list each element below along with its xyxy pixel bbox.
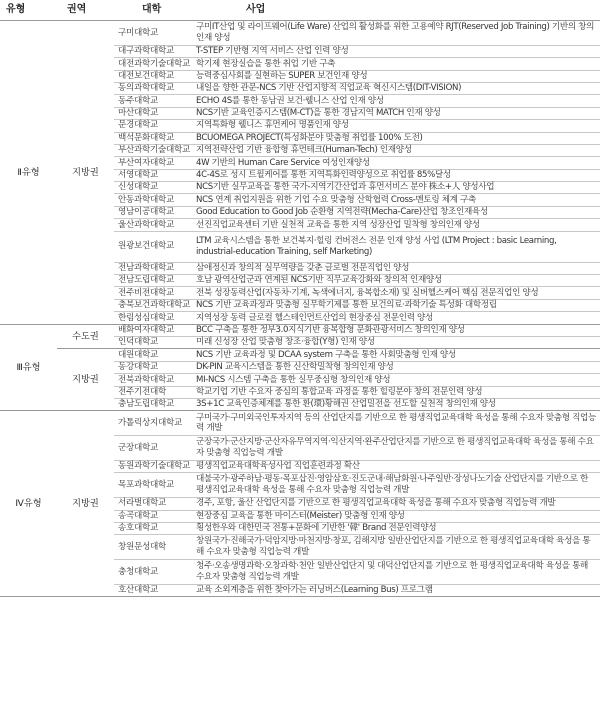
table-row <box>0 411 600 436</box>
project-cell: 현장중심 교육을 통한 마이스터(Meister) 맞춤형 인재 양성 <box>192 510 600 522</box>
university-cell: 전주비전대학교 <box>114 287 192 299</box>
project-cell: 내일을 향한 관문-NCS 기반 산업지향적 직업교육 혁신시스템(DIT-VISION) <box>192 82 600 94</box>
project-cell: 지역성장 동력 글로컬 헬스테인먼트산업의 현장중심 전문인력 양성 <box>192 312 600 324</box>
university-cell: 영남이공대학교 <box>114 206 192 218</box>
project-cell: 4W 기반의 Human Care Service 여성인재양성 <box>192 157 600 169</box>
university-cell: 문경대학교 <box>114 120 192 132</box>
university-cell: 송곡대학교 <box>114 510 192 522</box>
university-cell: 충청대학교 <box>114 560 192 585</box>
project-cell: Good Education to Good Job 순환형 지역전략(Mecha-Care)산업 창조인재육성 <box>192 206 600 218</box>
region-cell: 지방권 <box>57 349 114 411</box>
university-cell: 충남도립대학교 <box>114 398 192 410</box>
project-cell: 삼애정신과 창의적 실무역량을 갖춘 글로벌 전문직업인 양성 <box>192 262 600 274</box>
university-cell: 인덕대학교 <box>114 337 192 349</box>
university-cell: 대구과학대학교 <box>114 45 192 57</box>
project-cell: 지역전략산업 기반 융합형 휴먼테크(Human-Tech) 인재양성 <box>192 144 600 156</box>
project-cell: 군장국가·군산지방·군산자유무역지역·익산지역·완주산업단지를 기반으로 한 평생직업교육대학 육성을 통해 수요자 맞춤형 직업능력 개발 <box>192 436 600 461</box>
type-cell: Ⅲ유형 <box>0 324 57 411</box>
university-cell: 전북과학대학교 <box>114 374 192 386</box>
university-cell: 가톨릭상지대학교 <box>114 411 192 436</box>
type-cell: Ⅱ유형 <box>0 21 57 325</box>
university-cell: 부산여자대학교 <box>114 157 192 169</box>
university-cell: 울산과학대학교 <box>114 219 192 231</box>
project-cell: 능력중심사회를 실현하는 SUPER 보건인재 양성 <box>192 70 600 82</box>
project-cell: 호남 광역산업군과 연계된 NCS기반 직무교육강화와 창의적 인재양성 <box>192 275 600 287</box>
project-cell: 평생직업교육대학육성사업 직업훈련과정 확산 <box>192 460 600 472</box>
project-cell: LTM 교육시스템을 통한 보건복지·힐링 컨버전스 전문 인재 양성 사업 (LTM Project : basic Learning, industrial-education Training, self Marketing) <box>192 231 600 262</box>
project-cell: NCS 기반 교육과정 및 DCAA system 구축을 통한 사회맞춤형 인재 양성 <box>192 349 600 361</box>
university-cell: 동강대학교 <box>114 361 192 373</box>
university-cell: 대전과학기술대학교 <box>114 58 192 70</box>
table-row <box>0 21 600 46</box>
university-cell: 전남과학대학교 <box>114 262 192 274</box>
project-cell: DK-PIN 교육시스템을 통한 신산학밀착형 창의인재 양성 <box>192 361 600 373</box>
university-cell: 전남도립대학교 <box>114 275 192 287</box>
university-cell: 대원대학교 <box>114 349 192 361</box>
region-cell: 지방권 <box>57 21 114 325</box>
project-cell: NCS기반 실무교육을 통한 국가-지역기간산업과 휴먼서비스 분야 株소+人 양성사업 <box>192 182 600 194</box>
header-region: 권역 <box>57 0 114 21</box>
project-cell: T-STEP 기반형 지역 서비스 산업 인력 양성 <box>192 45 600 57</box>
table-body <box>0 21 600 597</box>
university-cell: 전주기전대학 <box>114 386 192 398</box>
table-row <box>0 349 600 361</box>
project-cell: 창원국가·진해국가·덕암지방·마천지방·창포, 김해지방 일반산업단지를 기반으로 한 평생직업교육대학 육성을 통해 수요자 맞춤형 직업능력 개발 <box>192 535 600 560</box>
university-cell: 서라벌대학교 <box>114 498 192 510</box>
project-cell: 3S+1C 교육인증체계를 통한 환(環)황해권 산업밀전을 선도할 실천적 창의인재 양성 <box>192 398 600 410</box>
university-cell: 동원과학기술대학교 <box>114 460 192 472</box>
university-cell: 동의과학대학교 <box>114 82 192 94</box>
project-cell: ECHO 4S를 통한 동남권 보건·웰니스 산업 인재 양성 <box>192 95 600 107</box>
header-project: 사업 <box>192 0 600 21</box>
university-cell: 구미대학교 <box>114 21 192 46</box>
project-cell: NCS 연계 취업지원을 위한 기업 수요 맞춤형 산학협력 Cross-멘토링 체계 구축 <box>192 194 600 206</box>
type-cell: Ⅳ유형 <box>0 411 57 597</box>
project-cell: 학기제 현장실습을 통한 취업 기반 구축 <box>192 58 600 70</box>
project-cell: 대불국가·광주하남·평동·목포삽진·영암삼호·진도군내·해남화원·나주일반·장성나노기술 산업단지를 기반으로 한 평생직업교육대학 육성을 통해 수요자 맞춤형 직업능력 개발 <box>192 473 600 498</box>
university-cell: 호산대학교 <box>114 584 192 596</box>
university-cell: 목포과학대학교 <box>114 473 192 498</box>
project-cell: NCS기반 교육인증시스템(M-CT)을 통한 경남지역 MATCH 인재 양성 <box>192 107 600 119</box>
project-cell: 교육 소외계층을 위한 찾아가는 러닝버스(Learning Bus) 프로그램 <box>192 584 600 596</box>
university-cell: 대전보건대학교 <box>114 70 192 82</box>
project-cell: 구미국가·구미외국인투자지역 등의 산업단지를 기반으로 한 평생직업교육대학 육성을 통해 수요자 맞춤형 직업능력 개발 <box>192 411 600 436</box>
header-university: 대학 <box>114 0 192 21</box>
project-cell: 청주·오송생명과학·오창과학·천안 일반산업단지 및 대덕산업단지를 기반으로 한 평생직업교육대학 육성을 통해 수요자 맞춤형 직업능력 개발 <box>192 560 600 585</box>
project-cell: 4C-4S로 성시 트윌케어를 통한 지역특화인력양성으로 취업률 85%달성 <box>192 169 600 181</box>
project-cell: 경주, 포항, 울산 산업단지를 기반으로 한 평생직업교육대학 육성을 통해 수요자 맞춤형 직업능력 개발 <box>192 498 600 510</box>
university-cell: 안동과학대학교 <box>114 194 192 206</box>
university-cell: 배화여자대학교 <box>114 324 192 336</box>
university-cell: 충북보건과학대학교 <box>114 299 192 311</box>
region-cell: 수도권 <box>57 324 114 349</box>
project-cell: BCC 구축을 통한 정부3.0지식기반 융복합형 문화관광서비스 창의인재 양성 <box>192 324 600 336</box>
university-cell: 부산과학기술대학교 <box>114 144 192 156</box>
header-type: 유형 <box>0 0 57 21</box>
table-row <box>0 324 600 336</box>
university-cell: 신성대학교 <box>114 182 192 194</box>
project-cell: 선진직업교육센터 기반 실천적 교육을 통한 지역 성장산업 밀착형 창의인재 양성 <box>192 219 600 231</box>
university-cell: 동주대학교 <box>114 95 192 107</box>
university-cell: 백석문화대학교 <box>114 132 192 144</box>
university-cell: 한림성심대학교 <box>114 312 192 324</box>
project-cell: MI-NCS 시스템 구축을 통한 실무중심형 창의인재 양성 <box>192 374 600 386</box>
project-cell: 미래 신성장 산업 맞춤형 창조·융합(Y형) 인재 양성 <box>192 337 600 349</box>
university-cell: 원광보건대학교 <box>114 231 192 262</box>
project-cell: BCUOMEGA PROJECT(특성화분야 맞춤형 취업률 100% 도전) <box>192 132 600 144</box>
table-header-row <box>0 0 600 21</box>
university-cell: 서영대학교 <box>114 169 192 181</box>
university-cell: 군장대학교 <box>114 436 192 461</box>
project-cell: 학교기업 기반 수요자 중심의 통합교육 과정을 통한 힐링분야 창의 전문인력 양성 <box>192 386 600 398</box>
project-cell: NCS 기반 교육과정과 맞춤형 실무학기제를 통한 보건의료·과학기술 특성화 대학정립 <box>192 299 600 311</box>
project-cell: 지역특화형 웰니스 휴먼케어 명품인재 양성 <box>192 120 600 132</box>
region-cell: 지방권 <box>57 411 114 597</box>
university-cell: 창원문성대학 <box>114 535 192 560</box>
project-cell: 구미IT산업 및 라이프웨어(Life Ware) 산업의 활성화를 위한 고용예약 RJT(Reserved Job Training) 기반의 창의인재 양성 <box>192 21 600 46</box>
university-cell: 송호대학교 <box>114 522 192 534</box>
project-cell: 전북 성장동력산업(자동차·기계, 녹색에너지, 융복합소재) 및 실버헬스케어 핵심 전문직업인 양성 <box>192 287 600 299</box>
university-cell: 마산대학교 <box>114 107 192 119</box>
project-cell: 횡성한우와 대한민국 전통+문화에 기반한 '韓' Brand 전문인력양성 <box>192 522 600 534</box>
